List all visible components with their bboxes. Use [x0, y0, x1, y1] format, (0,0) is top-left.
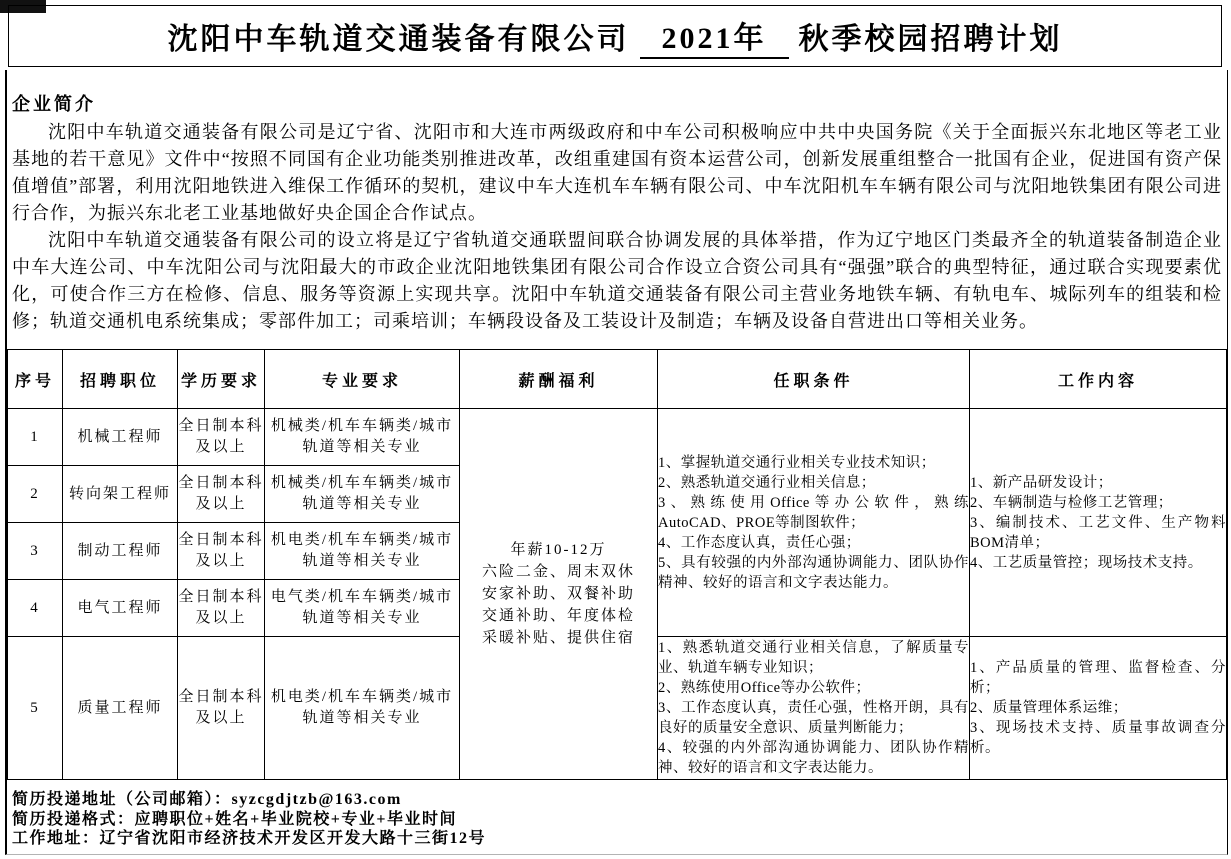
application-info-section	[7, 780, 1227, 849]
cell-major: 机电类/机车车辆类/城市轨道等相关专业	[265, 523, 460, 580]
header-serial-number: 序号	[8, 350, 63, 409]
header-major: 专业要求	[265, 350, 460, 409]
cell-duties-row-5: 1、产品质量的管理、监督检查、分析； 2、质量管理体系运维； 3、现场技术支持、质量事故调查分析。	[970, 637, 1227, 780]
cell-education: 全日制本科及以上	[178, 637, 265, 780]
page-title-year-underlined: 2021年	[640, 13, 789, 59]
cell-requirements-rows-1-4: 1、掌握轨道交通行业相关专业技术知识； 2、熟悉轨道交通行业相关信息； 3、熟练使用Office等办公软件，熟练AutoCAD、PROE等制图软件； 4、工作态度认真，责任心强； 5、具有较强的内外部沟通协调能力、团队协作精神、较好的语言和文字表达能力。	[658, 409, 970, 637]
cell-education: 全日制本科及以上	[178, 523, 265, 580]
company-intro-paragraph-2: 沈阳中车轨道交通装备有限公司的设立将是辽宁省轨道交通联盟间联合协调发展的具体举措，作为辽宁地区门类最齐全的轨道装备制造企业中车大连公司、中车沈阳公司与沈阳最大的市政企业沈阳地铁集团有限公司合作设立合资公司具有“强强”联合的典型特征，通过联合实现要素优化，可使合作三方在检修、信息、服务等资源上实现共享。沈阳中车轨道交通装备有限公司主营业务地铁车辆、有轨电车、城际列车的组装和检修；轨道交通机电系统集成；零部件加工；司乘培训；车辆段设备及工装设计及制造；车辆及设备自营进出口等相关业务。	[12, 230, 1222, 331]
resume-email-line: 简历投递地址（公司邮箱）：syzcgdjtzb@163.com	[12, 791, 402, 808]
header-education: 学历要求	[178, 350, 265, 409]
cell-no: 3	[8, 523, 63, 580]
page-title-prefix: 沈阳中车轨道交通装备有限公司	[167, 23, 630, 56]
cell-major: 机械类/机车车辆类/城市轨道等相关专业	[265, 466, 460, 523]
cell-education: 全日制本科及以上	[178, 409, 265, 466]
cell-major: 机械类/机车车辆类/城市轨道等相关专业	[265, 409, 460, 466]
header-job-duties: 工作内容	[970, 350, 1227, 409]
header-position: 招聘职位	[63, 350, 178, 409]
cell-major: 机电类/机车车辆类/城市轨道等相关专业	[265, 637, 460, 780]
cell-no: 2	[8, 466, 63, 523]
table-row	[8, 409, 1227, 466]
page-title	[8, 5, 1222, 67]
cell-position: 转向架工程师	[63, 466, 178, 523]
recruitment-table	[7, 349, 1227, 780]
company-intro-section	[7, 70, 1227, 335]
table-header-row	[8, 350, 1227, 409]
cell-education: 全日制本科及以上	[178, 580, 265, 637]
document-body	[5, 70, 1228, 855]
cell-major: 电气类/机车车辆类/城市轨道等相关专业	[265, 580, 460, 637]
cell-no: 5	[8, 637, 63, 780]
cell-no: 1	[8, 409, 63, 466]
company-intro-heading: 企业简介	[12, 94, 96, 114]
page-title-suffix: 秋季校园招聘计划	[798, 23, 1063, 56]
cell-duties-rows-1-4: 1、新产品研发设计； 2、车辆制造与检修工艺管理； 3、编制技术、工艺文件、生产物料BOM清单； 4、工艺质量管控；现场技术支持。	[970, 409, 1227, 637]
work-address-line: 工作地址：辽宁省沈阳市经济技术开发区开发大路十三街12号	[12, 830, 487, 847]
cell-position: 制动工程师	[63, 523, 178, 580]
cell-requirements-row-5: 1、熟悉轨道交通行业相关信息，了解质量专业、轨道车辆专业知识； 2、熟练使用Office等办公软件； 3、工作态度认真，责任心强，性格开朗，具有良好的质量安全意识、质量判断能力； 4、较强的内外部沟通协调能力、团队协作精神、较好的语言和文字表达能力。	[658, 637, 970, 780]
company-intro-paragraph-1: 沈阳中车轨道交通装备有限公司是辽宁省、沈阳市和大连市两级政府和中车公司积极响应中共中央国务院《关于全面振兴东北地区等老工业基地的若干意见》文件中“按照不同国有企业功能类别推进改革，改组重建国有资本运营公司，创新发展重组整合一批国有企业，促进国有资产保值增值”部署，利用沈阳地铁进入维保工作循环的契机，建议中车大连机车车辆有限公司、中车沈阳机车车辆有限公司与沈阳地铁集团有限公司进行合作，为振兴东北老工业基地做好央企国企合作试点。	[12, 122, 1222, 223]
header-salary-benefits: 薪酬福利	[460, 350, 658, 409]
cell-position: 机械工程师	[63, 409, 178, 466]
resume-format-line: 简历投递格式：应聘职位+姓名+毕业院校+专业+毕业时间	[12, 810, 457, 828]
cell-position: 质量工程师	[63, 637, 178, 780]
header-job-requirements: 任职条件	[658, 350, 970, 409]
cell-education: 全日制本科及以上	[178, 466, 265, 523]
cell-salary-benefits: 年薪10-12万 六险二金、周末双休 安家补助、双餐补助 交通补助、年度体检 采暖补贴、提供住宿	[460, 409, 658, 780]
cell-position: 电气工程师	[63, 580, 178, 637]
cell-no: 4	[8, 580, 63, 637]
